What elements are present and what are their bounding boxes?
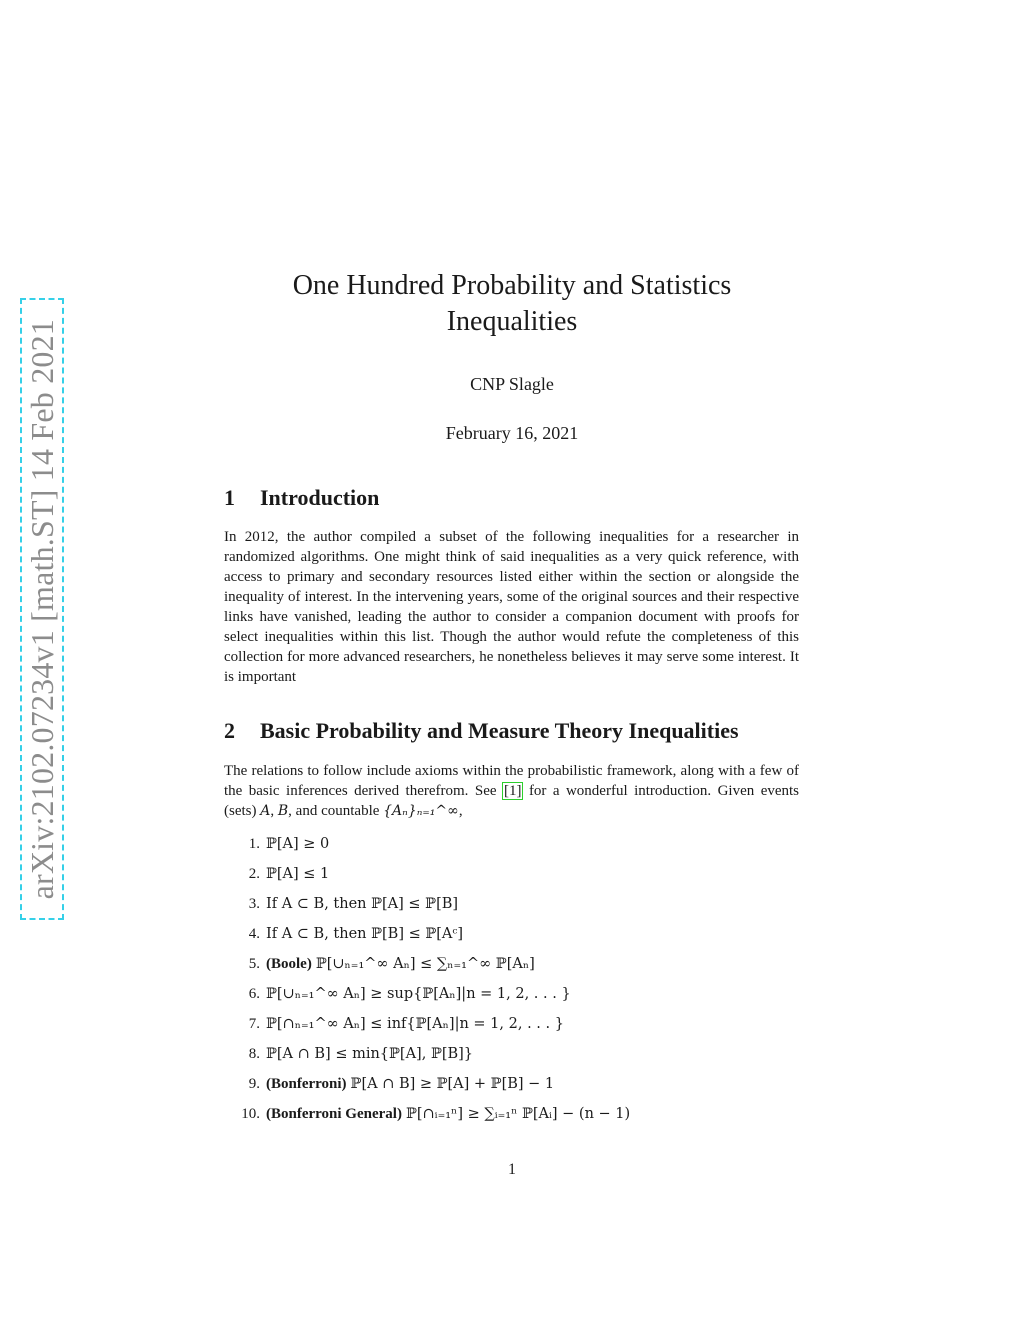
date: February 16, 2021 (445, 423, 579, 443)
inequality-expression: If A ⊂ B, then ℙ[A] ≤ ℙ[B] (266, 896, 459, 912)
inequality-expression: If A ⊂ B, then ℙ[B] ≤ ℙ[Aᶜ] (266, 926, 464, 942)
item-number: 1. (248, 835, 260, 852)
inequality-expression: ℙ[∩ᵢ₌₁ⁿ] ≥ ∑ᵢ₌₁ⁿ ℙ[Aᵢ] − (n − 1) (405, 1106, 631, 1122)
math-symbol: A (260, 803, 271, 819)
paragraph-text: , and countable (288, 803, 380, 819)
arxiv-stamp-text: arXiv:2102.07234v1 [math.ST] 14 Feb 2021 (24, 318, 60, 900)
item-number: 3. (248, 895, 260, 912)
list-item (224, 1099, 804, 1129)
inequality-expression: ℙ[A ∩ B] ≥ ℙ[A] + ℙ[B] − 1 (350, 1076, 555, 1092)
item-number: 5. (248, 955, 260, 972)
item-number: 9. (248, 1075, 260, 1092)
list-item (224, 979, 804, 1009)
basic-probability-paragraph (224, 761, 799, 821)
author: CNP Slagle (470, 374, 554, 394)
list-item (224, 859, 804, 889)
inequality-expression: ℙ[∩ₙ₌₁^∞ Aₙ] ≤ inf{ℙ[Aₙ]|n = 1, 2, . . . } (266, 1016, 564, 1032)
list-item (224, 829, 804, 859)
inequality-name: (Bonferroni General) (266, 1105, 402, 1122)
page-number: 1 (508, 1161, 516, 1178)
paragraph-text: , (270, 803, 275, 819)
section-heading-basic-probability (224, 717, 739, 745)
inequality-name: (Bonferroni) (266, 1075, 347, 1092)
section-heading-introduction (224, 484, 379, 512)
math-symbol: B (277, 803, 289, 819)
section-title: Basic Probability and Measure Theory Inequalities (260, 718, 739, 743)
item-number: 6. (248, 985, 260, 1002)
math-symbol: {Aₙ}ₙ₌₁^∞ (383, 803, 459, 819)
item-number: 7. (248, 1015, 260, 1032)
inequality-expression: ℙ[A] ≥ 0 (266, 836, 330, 852)
section-number: 2 (224, 718, 235, 743)
list-item (224, 889, 804, 919)
item-number: 4. (248, 925, 260, 942)
arxiv-stamp (20, 298, 64, 920)
list-item (224, 949, 804, 979)
section-title: Introduction (260, 485, 380, 510)
list-item (224, 919, 804, 949)
inequality-expression: ℙ[∪ₙ₌₁^∞ Aₙ] ≤ ∑ₙ₌₁^∞ ℙ[Aₙ] (315, 956, 535, 972)
citation-link[interactable]: [1] (503, 783, 522, 799)
item-number: 8. (248, 1045, 260, 1062)
inequality-expression: ℙ[∪ₙ₌₁^∞ Aₙ] ≥ sup{ℙ[Aₙ]|n = 1, 2, . . . } (266, 986, 571, 1002)
introduction-paragraph: In 2012, the author compiled a subset of the following inequalities for a researcher in randomized algorithms. One might think of said inequalities as a very quick reference, with access to primary and secondary resources listed either within the section or alongside the inequality of interest. In the intervening years, some of the original sources and their respective links have vanished, leading the author to consider a companion document with proofs for select inequalities within this list. Though the author would refute the completeness of this collection for more advanced researchers, he nonetheless believes it may serve some interest. It is important (224, 529, 799, 685)
section-number: 1 (224, 485, 235, 510)
paper-title: One Hundred Probability and Statistics Inequalities (292, 270, 732, 337)
paragraph-text: , (458, 803, 463, 819)
inequality-name: (Boole) (266, 955, 312, 972)
paragraph-text: The relations to follow include axioms within the probabilistic framework, along with a few of the basic inferences derived therefrom. See (224, 763, 799, 799)
list-item (224, 1039, 804, 1069)
inequality-expression: ℙ[A ∩ B] ≤ min{ℙ[A], ℙ[B]} (266, 1046, 474, 1062)
list-item (224, 1069, 804, 1099)
paragraph-text: for a wonderful introduction. Given events (sets) (224, 783, 800, 819)
inequality-expression: ℙ[A] ≤ 1 (266, 866, 330, 882)
item-number: 2. (248, 865, 260, 882)
list-item (224, 1009, 804, 1039)
inequality-list (224, 829, 804, 1129)
item-number: 10. (241, 1105, 260, 1122)
